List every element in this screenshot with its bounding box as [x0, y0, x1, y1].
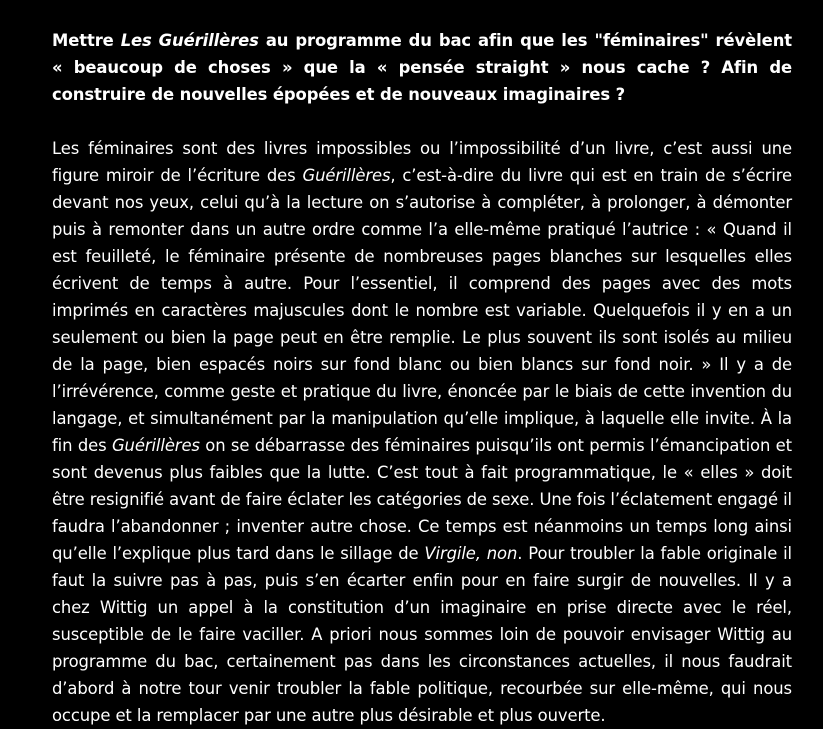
paragraph-italic-title-1: Guérillères: [302, 166, 391, 185]
heading-text-part-2: au programme du bac afin que les "féminaires" révèlent « beaucoup de choses » que la « pensée straight » nous cache ? Afin de construire de nouvelles épopées et de nouveaux imaginaires ?: [52, 31, 792, 104]
paragraph-text-part-1: Les féminaires sont des livres impossibles ou l’impossibilité d’un livre, c’est aussi une figure miroir de l’écriture des: [52, 139, 792, 185]
paragraph-italic-title-2: Guérillères: [111, 436, 200, 455]
paragraph-text-part-2: , c’est-à-dire du livre qui est en train de s’écrire devant nos yeux, celui qu’à la lecture on s’autorise à compléter, à prolonger, à démonter puis à remonter dans un autre ordre comme l’a elle-même pratiqué l’autrice : « Quand il est feuilleté, le féminaire présente de nombreuses pages blanches sur lesquelles elles écrivent de temps à autre. Pour l’essentiel, il comprend des pages avec des mots imprimés en caractères majuscules dont le nombre est variable. Quelquefois il y en a un seulement ou bien la page peut en être remplie. Le plus souvent ils sont isolés au milieu de la page, bien espacés noirs sur fond blanc ou bien blancs sur fond noir. » Il y a de l’irrévérence, comme geste et pratique du livre, énoncée par le biais de cette invention du langage, et simultanément par la manipulation qu’elle implique, à laquelle elle invite. À la fin des: [52, 166, 792, 455]
paragraph-italic-title-3: Virgile, non: [424, 544, 518, 563]
article-paragraph: [52, 135, 792, 729]
heading-book-title: Les Guérillères: [120, 31, 259, 50]
heading-text-part-1: Mettre: [52, 31, 121, 50]
paragraph-text-part-3: on se débarrasse des féminaires puisqu’ils ont permis l’émancipation et sont devenus plus faibles que la lutte. C’est tout à fait programmatique, le « elles » doit être resignifié avant de faire éclater les catégories de sexe. Une fois l’éclatement engagé il faudra l’abandonner ; inventer autre chose. Ce temps est néanmoins un temps long ainsi qu’elle l’explique plus tard dans le sillage de: [52, 436, 792, 563]
article-heading: [52, 27, 792, 108]
paragraph-text-part-4: . Pour troubler la fable originale il faut la suivre pas à pas, puis s’en écarter enfin pour en faire surgir de nouvelles. Il y a chez Wittig un appel à la constitution d’un imaginaire en prise directe avec le réel, susceptible de le faire vaciller. A priori nous sommes loin de pouvoir envisager Wittig au programme du bac, certainement pas dans les circonstances actuelles, il nous faudrait d’abord à notre tour venir troubler la fable politique, recourbée sur elle-même, qui nous occupe et la remplacer par une autre plus désirable et plus ouverte.: [52, 544, 792, 725]
